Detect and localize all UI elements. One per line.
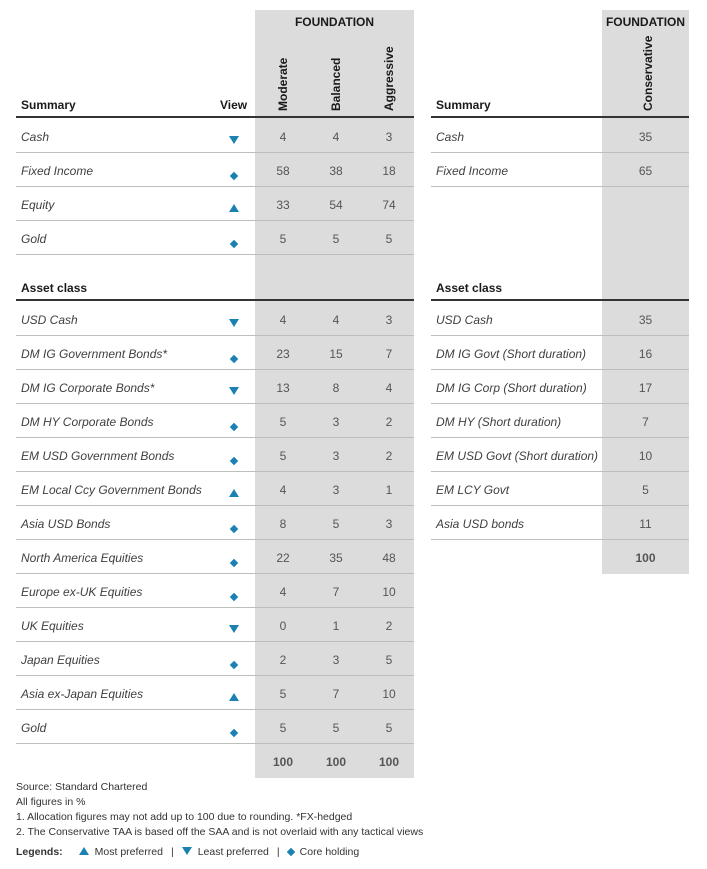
- footnote-2: 2. The Conservative TAA is based off the SAA and is not overlaid with any tactical views: [16, 826, 424, 838]
- diamond-icon: [227, 519, 241, 537]
- diamond-icon: [227, 587, 241, 605]
- cell-value: 5: [332, 517, 340, 531]
- row-label: EM USD Government Bonds: [21, 449, 175, 463]
- triangle-up-icon: [227, 199, 241, 217]
- cell-value: 4: [332, 313, 340, 327]
- row-divider: [431, 403, 689, 404]
- row-label: Japan Equities: [21, 653, 100, 667]
- row-divider: [16, 437, 414, 438]
- footnote-all-figures: All figures in %: [16, 796, 86, 808]
- cell-value: 3: [385, 517, 393, 531]
- cell-value: 4: [279, 313, 287, 327]
- row-divider: [16, 254, 414, 255]
- cell-value: 10: [382, 687, 396, 701]
- triangle-down-icon: [182, 846, 192, 858]
- row-label: Cash: [436, 130, 465, 144]
- cell-value: 8: [332, 381, 340, 395]
- left-summary-heading: Summary: [21, 98, 76, 112]
- column-header-moderate: Moderate: [276, 57, 290, 111]
- cell-value: 1: [385, 483, 393, 497]
- row-divider: [431, 152, 689, 153]
- cell-value: 5: [385, 653, 393, 667]
- row-divider: [16, 505, 414, 506]
- row-label: Fixed Income: [21, 164, 94, 178]
- cell-value: 2: [385, 449, 393, 463]
- row-label: DM HY Corporate Bonds: [21, 415, 154, 429]
- cell-value: 4: [385, 381, 393, 395]
- total-value: 100: [272, 755, 294, 769]
- row-divider: [16, 471, 414, 472]
- cell-value: 3: [332, 483, 340, 497]
- cell-value: 33: [276, 198, 290, 212]
- diamond-icon: [227, 655, 241, 673]
- row-divider: [16, 152, 414, 153]
- cell-value: 5: [642, 483, 649, 497]
- row-label: EM LCY Govt: [436, 483, 510, 497]
- cell-value: 5: [279, 415, 287, 429]
- row-label: Asia USD bonds: [436, 517, 525, 531]
- row-divider: [431, 369, 689, 370]
- cell-value: 5: [279, 687, 287, 701]
- row-label: Gold: [21, 232, 47, 246]
- total-value: 100: [635, 551, 656, 565]
- cell-value: 3: [385, 130, 393, 144]
- diamond-icon: [288, 846, 294, 858]
- row-label: DM HY (Short duration): [436, 415, 562, 429]
- legend-least-preferred: Least preferred: [197, 846, 269, 858]
- cell-value: 17: [638, 381, 653, 395]
- row-label: Equity: [21, 198, 55, 212]
- row-divider: [16, 641, 414, 642]
- row-label: Asia ex-Japan Equities: [21, 687, 144, 701]
- row-label: EM USD Govt (Short duration): [436, 449, 599, 463]
- footnote-1: 1. Allocation figures may not add up to 100 due to rounding. *FX-hedged: [16, 811, 353, 823]
- cell-value: 4: [279, 130, 287, 144]
- diamond-icon: [227, 417, 241, 435]
- cell-value: 35: [329, 551, 343, 565]
- cell-value: 23: [276, 347, 290, 361]
- row-label: North America Equities: [21, 551, 144, 565]
- cell-value: 7: [385, 347, 393, 361]
- left-asset-class-heading: Asset class: [21, 281, 88, 295]
- triangle-up-icon: [79, 846, 89, 858]
- row-divider: [431, 505, 689, 506]
- row-divider: [431, 186, 689, 187]
- row-divider: [431, 335, 689, 336]
- cell-value: 3: [332, 415, 340, 429]
- cell-value: 7: [332, 687, 340, 701]
- row-label: Fixed Income: [436, 164, 509, 178]
- triangle-down-icon: [227, 314, 241, 332]
- cell-value: 4: [332, 130, 340, 144]
- row-divider: [16, 403, 414, 404]
- row-label: DM IG Corporate Bonds*: [21, 381, 155, 395]
- column-header-conservative: Conservative: [641, 35, 655, 111]
- diamond-icon: [227, 166, 241, 184]
- right-asset-class-heading: Asset class: [436, 281, 503, 295]
- cell-value: 10: [638, 449, 653, 463]
- cell-value: 5: [332, 721, 340, 735]
- cell-value: 5: [385, 232, 393, 246]
- cell-value: 7: [642, 415, 649, 429]
- column-header-aggressive: Aggressive: [382, 46, 396, 111]
- row-divider: [16, 607, 414, 608]
- cell-value: 10: [382, 585, 396, 599]
- cell-value: 65: [638, 164, 653, 178]
- cell-value: 4: [279, 483, 287, 497]
- cell-value: 5: [385, 721, 393, 735]
- row-divider: [431, 539, 689, 540]
- cell-value: 18: [382, 164, 396, 178]
- cell-value: 3: [332, 449, 340, 463]
- cell-value: 5: [279, 232, 287, 246]
- row-label: UK Equities: [21, 619, 84, 633]
- row-label: DM IG Govt (Short duration): [436, 347, 587, 361]
- column-header-balanced: Balanced: [329, 57, 343, 111]
- legend-separator: |: [276, 846, 280, 858]
- diamond-icon: [227, 451, 241, 469]
- cell-value: 54: [329, 198, 343, 212]
- cell-value: 22: [276, 551, 290, 565]
- legend-core-holding: Core holding: [299, 846, 360, 858]
- cell-value: 3: [385, 313, 393, 327]
- right-foundation-header: FOUNDATION: [605, 15, 686, 29]
- cell-value: 2: [385, 415, 393, 429]
- total-value: 100: [378, 755, 400, 769]
- row-divider: [431, 471, 689, 472]
- left-summary-rule: [16, 116, 414, 118]
- diamond-icon: [227, 723, 241, 741]
- row-label: Cash: [21, 130, 50, 144]
- cell-value: 2: [279, 653, 287, 667]
- triangle-down-icon: [227, 620, 241, 638]
- cell-value: 16: [638, 347, 653, 361]
- cell-value: 35: [638, 313, 653, 327]
- triangle-down-icon: [227, 382, 241, 400]
- row-label: USD Cash: [21, 313, 78, 327]
- legend: [16, 846, 359, 858]
- row-divider: [16, 369, 414, 370]
- diamond-icon: [227, 234, 241, 252]
- diamond-icon: [227, 553, 241, 571]
- triangle-up-icon: [227, 484, 241, 502]
- cell-value: 5: [279, 721, 287, 735]
- cell-value: 4: [279, 585, 287, 599]
- row-divider: [16, 335, 414, 336]
- row-label: Gold: [21, 721, 47, 735]
- cell-value: 38: [329, 164, 343, 178]
- cell-value: 1: [332, 619, 340, 633]
- row-label: Asia USD Bonds: [21, 517, 111, 531]
- right-summary-heading: Summary: [436, 98, 491, 112]
- row-label: DM IG Corp (Short duration): [436, 381, 587, 395]
- row-divider: [16, 709, 414, 710]
- cell-value: 74: [382, 198, 396, 212]
- cell-value: 48: [382, 551, 396, 565]
- right-asset-rule: [431, 299, 689, 301]
- row-label: USD Cash: [436, 313, 493, 327]
- cell-value: 3: [332, 653, 340, 667]
- cell-value: 11: [639, 517, 652, 531]
- row-divider: [16, 539, 414, 540]
- row-divider: [16, 743, 414, 744]
- triangle-down-icon: [227, 131, 241, 149]
- row-label: EM Local Ccy Government Bonds: [21, 483, 202, 497]
- right-summary-rule: [431, 116, 689, 118]
- legend-most-preferred: Most preferred: [94, 846, 163, 858]
- row-divider: [16, 675, 414, 676]
- row-divider: [16, 573, 414, 574]
- diamond-icon: [227, 349, 241, 367]
- row-label: DM IG Government Bonds*: [21, 347, 168, 361]
- row-divider: [431, 437, 689, 438]
- cell-value: 8: [279, 517, 287, 531]
- cell-value: 15: [329, 347, 343, 361]
- footnote-source: Source: Standard Chartered: [16, 781, 148, 793]
- row-label: Europe ex-UK Equities: [21, 585, 143, 599]
- total-value: 100: [325, 755, 347, 769]
- cell-value: 13: [276, 381, 290, 395]
- triangle-up-icon: [227, 688, 241, 706]
- cell-value: 5: [279, 449, 287, 463]
- legend-separator: |: [170, 846, 174, 858]
- cell-value: 5: [332, 232, 340, 246]
- cell-value: 2: [385, 619, 393, 633]
- view-heading: View: [220, 98, 248, 112]
- legend-title: Legends:: [16, 846, 63, 858]
- left-foundation-header: FOUNDATION: [294, 15, 375, 29]
- row-divider: [16, 220, 414, 221]
- cell-value: 0: [279, 619, 287, 633]
- cell-value: 35: [638, 130, 653, 144]
- row-divider: [16, 186, 414, 187]
- cell-value: 7: [332, 585, 340, 599]
- left-asset-rule: [16, 299, 414, 301]
- cell-value: 58: [276, 164, 290, 178]
